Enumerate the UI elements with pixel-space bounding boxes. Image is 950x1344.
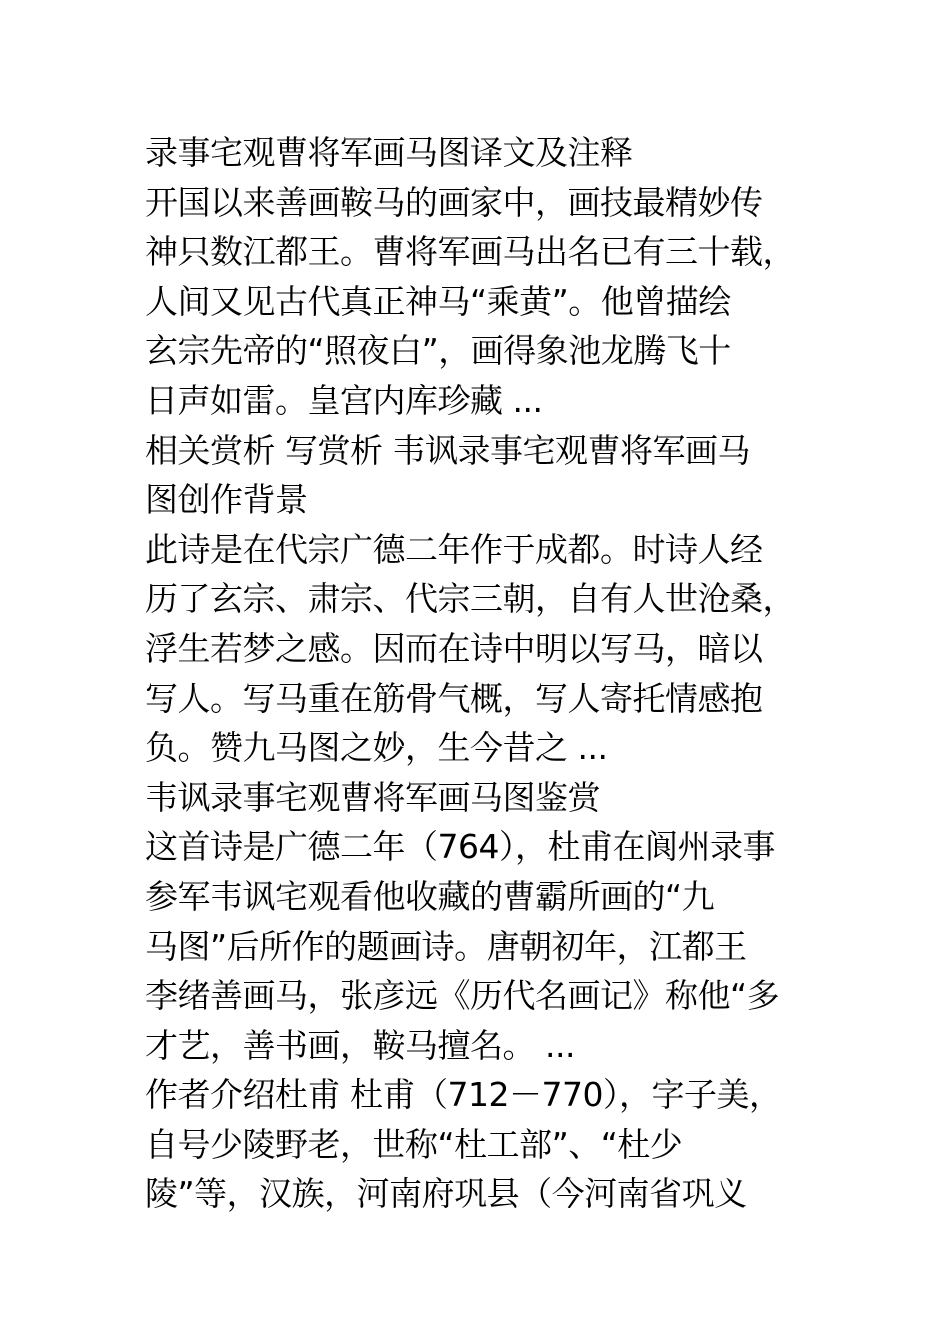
paragraph-line: 作者介绍杜甫 杜甫（712－770），字子美， — [145, 1075, 782, 1115]
paragraph-line: 开国以来善画鞍马的画家中，画技最精妙传 — [145, 182, 763, 222]
paragraph-line: 负。赞九马图之妙，生今昔之 ... — [145, 728, 608, 768]
paragraph-line: 人间又见古代真正神马“乘黄”。他曾描绘 — [145, 281, 731, 321]
section-heading: 录事宅观曹将军画马图译文及注释 — [145, 133, 633, 172]
section-heading: 韦讽录事宅观曹将军画马图鉴赏 — [145, 777, 600, 817]
paragraph-line: 写人。写马重在筋骨气概，写人寄托情感抱 — [145, 678, 763, 718]
paragraph-line: 历了玄宗、肃宗、代宗三朝，自有人世沧桑， — [145, 579, 795, 619]
paragraph-line: 李绪善画马，张彦远《历代名画记》称他“多 — [145, 976, 780, 1016]
paragraph-line: 这首诗是广德二年（764），杜甫在阆州录事 — [145, 827, 775, 867]
document-content — [145, 128, 815, 1219]
paragraph-line: 马图”后所作的题画诗。唐朝初年，江都王 — [145, 926, 747, 966]
paragraph-line: 玄宗先帝的“照夜白”，画得象池龙腾飞十 — [145, 331, 731, 371]
paragraph-line: 自号少陵野老，世称“杜工部”、“杜少 — [145, 1124, 683, 1164]
section-heading: 相关赏析 写赏析 韦讽录事宅观曹将军画马 — [145, 430, 750, 470]
paragraph-line: 此诗是在代宗广德二年作于成都。时诗人经 — [145, 529, 763, 569]
paragraph-line: 才艺，善书画，鞍马擅名。 ... — [145, 1025, 575, 1065]
paragraph-line: 参军韦讽宅观看他收藏的曹霸所画的“九 — [145, 876, 715, 916]
paragraph-line: 陵”等，汉族，河南府巩县（今河南省巩义 — [145, 1174, 747, 1214]
section-heading: 图创作背景 — [145, 480, 308, 520]
paragraph-line: 神只数江都王。曹将军画马出名已有三十载， — [145, 232, 795, 272]
paragraph-line: 日声如雷。皇宫内库珍藏 ... — [145, 380, 543, 420]
paragraph-line: 浮生若梦之感。因而在诗中明以写马，暗以 — [145, 628, 763, 668]
